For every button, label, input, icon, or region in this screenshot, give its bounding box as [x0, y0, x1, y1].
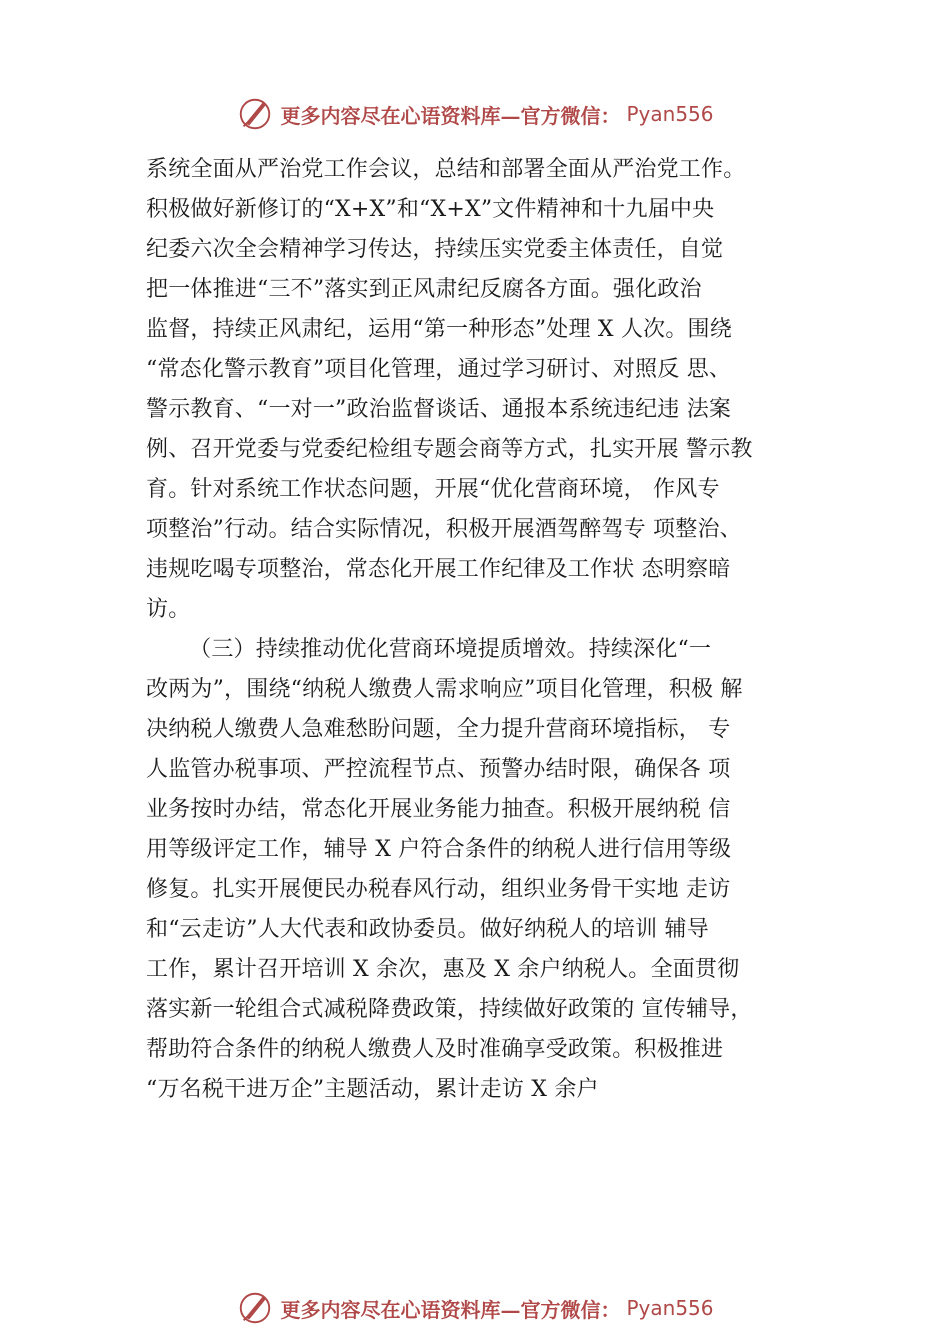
- text-line: 人监管办税事项、严控流程节点、预警办结时限，确保各 项: [146, 757, 731, 782]
- text-line: 修复。扎实开展便民办税春风行动，组织业务骨干实地 走访: [146, 877, 731, 902]
- watermark-handle: Pyan556: [626, 102, 714, 126]
- text-line: 工作，累计召开培训 X 余次，惠及 X 余户纳税人。全面贯彻: [146, 957, 740, 982]
- text-line: 违规吃喝专项整治，常态化开展工作纪律及工作状 态明察暗: [146, 557, 731, 582]
- text-line: 决纳税人缴费人急难愁盼问题，全力提升营商环境指标， 专: [146, 717, 731, 742]
- text-line: 监督，持续正风肃纪，运用“第一种形态”处理 X 人次。围绕: [146, 317, 732, 342]
- text-line: 积极做好新修订的“X+X”和“X+X”文件精神和十九届中央: [146, 197, 715, 222]
- text-line: 系统全面从严治党工作会议，总结和部署全面从严治党工作。: [146, 157, 746, 182]
- watermark-footer: [0, 1286, 950, 1330]
- text-line: 改两为”，围绕“纳税人缴费人需求响应”项目化管理，积极 解: [146, 677, 743, 702]
- text-line: 用等级评定工作，辅导 X 户符合条件的纳税人进行信用等级: [146, 837, 732, 862]
- text-line: 帮助符合条件的纳税人缴费人及时准确享受政策。积极推进: [146, 1037, 724, 1062]
- text-line: 访。: [146, 597, 191, 622]
- text-line: 把一体推进“三不”落实到正风肃纪反腐各方面。强化政治: [146, 277, 702, 302]
- watermark-text: 更多内容尽在心语资料库—官方微信：: [280, 1297, 621, 1322]
- text-line: 和“云走访”人大代表和政协委员。做好纳税人的培训 辅导: [146, 917, 709, 942]
- quill-seal-icon: [236, 1289, 274, 1327]
- text-line: 纪委六次全会精神学习传达，持续压实党委主体责任，自觉: [146, 237, 724, 262]
- text-line: “常态化警示教育”项目化管理，通过学习研讨、对照反 思、: [146, 357, 732, 382]
- text-line: 业务按时办结，常态化开展业务能力抽查。积极开展纳税 信: [146, 797, 731, 822]
- watermark-handle: Pyan556: [626, 1296, 714, 1320]
- quill-seal-icon: [236, 95, 274, 133]
- text-line: “万名税干进万企”主题活动，累计走访 X 余户: [146, 1077, 599, 1102]
- text-line: 项整治”行动。结合实际情况，积极开展酒驾醉驾专 项整治、: [146, 517, 742, 542]
- text-line: 警示教育、“一对一”政治监督谈话、通报本系统违纪违 法案: [146, 397, 732, 422]
- watermark-text: 更多内容尽在心语资料库—官方微信：: [280, 103, 621, 128]
- text-line: 育。针对系统工作状态问题，开展“优化营商环境， 作风专: [146, 477, 720, 502]
- watermark-header: [0, 92, 950, 136]
- section-heading-line: （三）持续推动优化营商环境提质增效。持续深化“一: [146, 637, 712, 662]
- text-line: 落实新一轮组合式减税降费政策，持续做好政策的 宣传辅导，: [146, 997, 753, 1022]
- text-line: 例、召开党委与党委纪检组专题会商等方式，扎实开展 警示教: [146, 437, 753, 462]
- document-body: [146, 150, 836, 1110]
